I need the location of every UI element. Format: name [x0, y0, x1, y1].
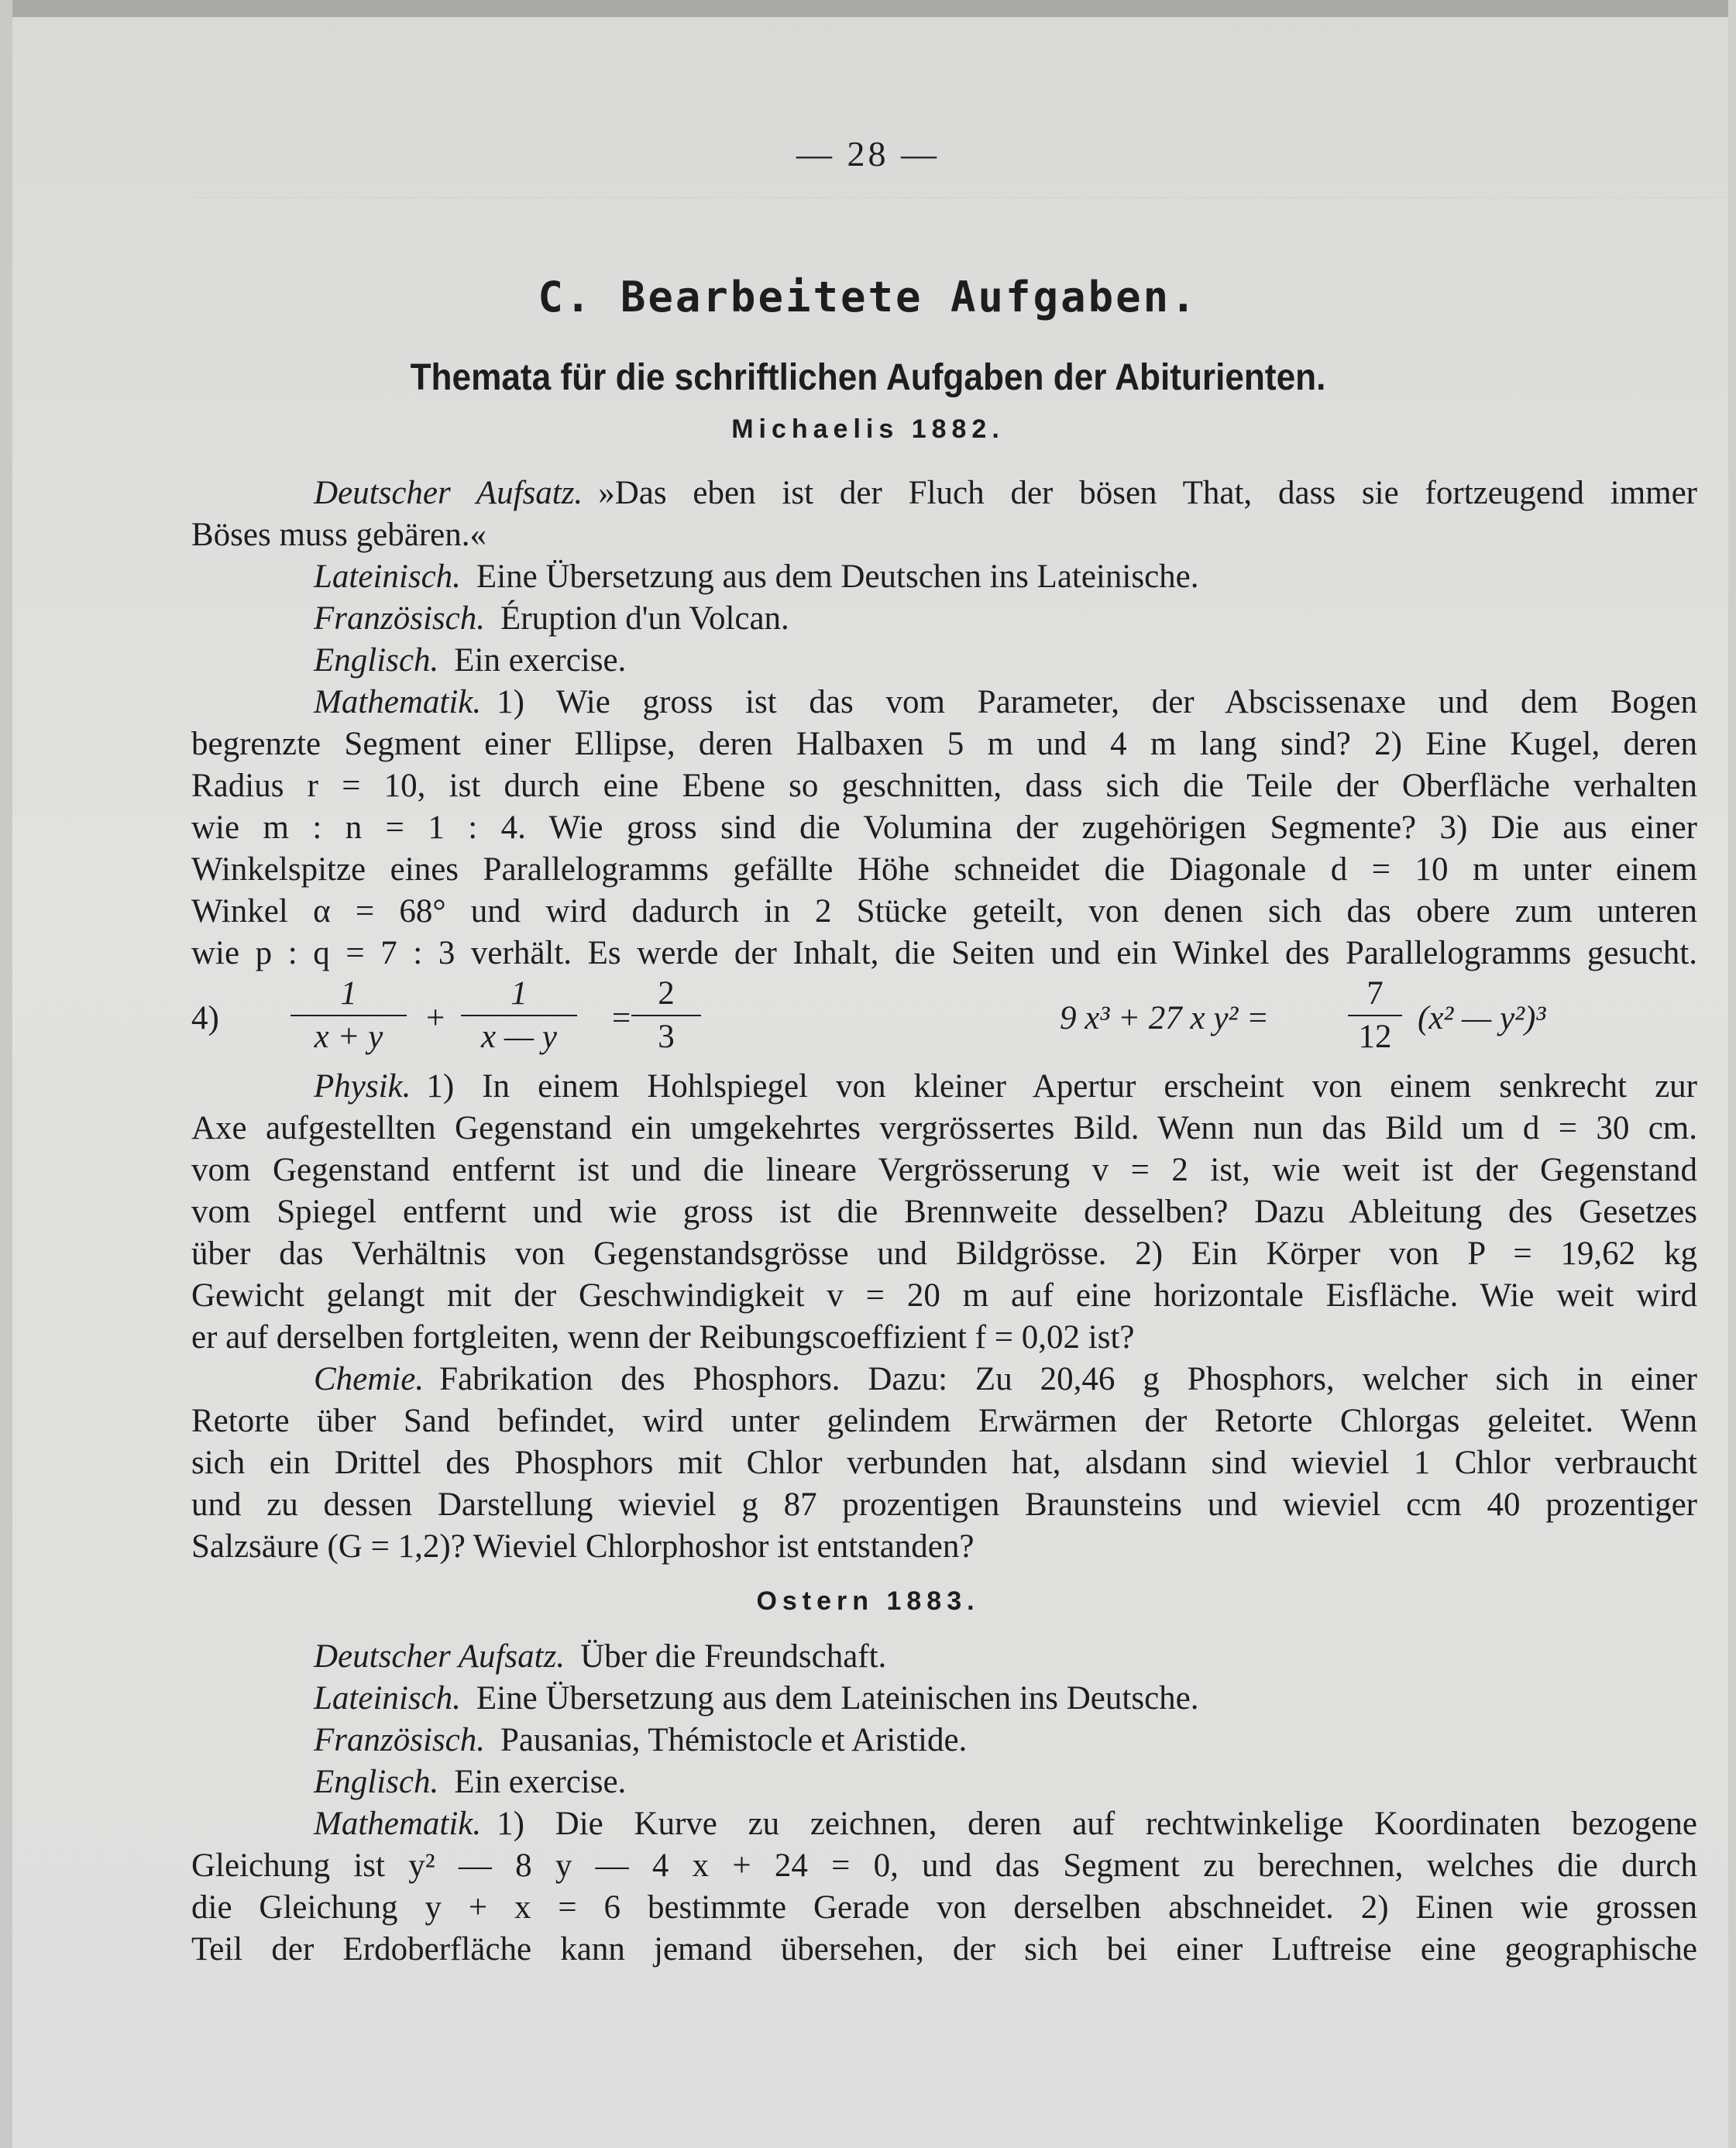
- phys-line-1: [314, 1066, 1697, 1108]
- subtitle: Themata für die schriftlichen Aufgaben der Abiturienten.: [410, 357, 1326, 398]
- chem-line-5: Salzsäure (G = 1,2)? Wieviel Chlorphoshor ist entstanden?: [191, 1528, 975, 1565]
- chem-line-1: [314, 1359, 1697, 1400]
- math-line-3: die Gleichung y + x = 6 bestimmte Gerade von derselben abschneidet. 2) Einen wie grossen: [191, 1889, 1697, 1926]
- denominator: x — y: [481, 1019, 557, 1055]
- subject-label: Chemie.: [314, 1361, 425, 1397]
- text: Ein exercise.: [454, 1764, 627, 1800]
- phys-line-3: vom Gegenstand entfernt ist und die lineare Vergrösserung v = 2 ist, wie weit ist der Gegenstand: [191, 1152, 1697, 1188]
- chem-line-4: und zu dessen Darstellung wieviel g 87 prozentigen Braunsteins und wieviel ccm 40 prozentiger: [191, 1486, 1697, 1523]
- math-line-7: wie p : q = 7 : 3 verhält. Es werde der Inhalt, die Seiten und ein Winkel des Parallelogramms gesucht.: [191, 935, 1697, 971]
- subject-label: Englisch.: [314, 642, 439, 679]
- fraction-2: [461, 974, 577, 1057]
- page-number: — 28 —: [796, 134, 940, 174]
- numerator: 2: [658, 975, 675, 1012]
- math-line-5: Winkelspitze eines Parallelogramms gefällte Höhe schneidet die Diagonale d = 10 m unter einem: [191, 851, 1697, 888]
- fraction-1: [290, 974, 407, 1057]
- math-line-1: [314, 682, 1697, 723]
- numerator: 7: [1366, 975, 1384, 1012]
- text: Éruption d'un Volcan.: [500, 600, 789, 637]
- subject-label: Deutscher Aufsatz.: [314, 1638, 565, 1675]
- subject-label: Französisch.: [314, 600, 485, 637]
- denominator: 12: [1358, 1019, 1392, 1055]
- phys-line-6: Gewicht gelangt mit der Geschwindigkeit v = 20 m auf eine horizontale Eisfläche. Wie weit wird: [191, 1277, 1697, 1314]
- text: Eine Übersetzung aus dem Deutschen ins Lateinische.: [476, 558, 1199, 595]
- fraction-3: [631, 974, 701, 1057]
- math-line-4: Teil der Erdoberfläche kann jemand übersehen, der sich bei einer Luftreise eine geographische: [191, 1931, 1697, 1968]
- phys-line-4: vom Spiegel entfernt und wie gross ist die Brennweite desselben? Dazu Ableitung des Gesetzes: [191, 1194, 1697, 1230]
- math-line-4: wie m : n = 1 : 4. Wie gross sind die Volumina der zugehörigen Segmente? 3) Die aus einer: [191, 809, 1697, 846]
- numerator: 1: [510, 975, 528, 1012]
- scan-edge-right: [1728, 0, 1736, 2148]
- deutsch-line-2: Böses muss gebären.«: [191, 517, 486, 553]
- fraction-4: [1348, 974, 1402, 1057]
- text: 1) Die Kurve zu zeichnen, deren auf rechtwinkelige Koordinaten bezogene: [497, 1806, 1697, 1842]
- latein-line: [314, 1678, 1697, 1720]
- bleed-through: [194, 198, 1727, 222]
- phys-line-5: über das Verhältnis von Gegenstandsgrösse und Bildgrösse. 2) Ein Körper von P = 19,62 kg: [191, 1236, 1697, 1272]
- deutsch-line-1: [314, 473, 1697, 514]
- franz-line: [314, 598, 1697, 640]
- subject-label: Mathematik.: [314, 684, 482, 720]
- math-line-1: [314, 1803, 1697, 1845]
- subject-label: Lateinisch.: [314, 1680, 461, 1717]
- subject-label: Mathematik.: [314, 1806, 482, 1842]
- math-line-3: Radius r = 10, ist durch eine Ebene so geschnitten, dass sich die Teile der Oberfläche verhalten: [191, 768, 1697, 804]
- term-heading-ostern: Ostern 1883.: [756, 1586, 980, 1616]
- numerator: 1: [340, 975, 357, 1012]
- subject-label: Englisch.: [314, 1764, 439, 1800]
- text: »Das eben ist der Fluch der bösen That, dass sie fortzeugend immer: [598, 475, 1697, 511]
- text: Fabrikation des Phosphors. Dazu: Zu 20,46 g Phosphors, welcher sich in einer: [439, 1361, 1697, 1397]
- equation-label: 4): [191, 1000, 219, 1036]
- denominator: x + y: [314, 1019, 383, 1055]
- math-line-6: Winkel α = 68° und wird dadurch in 2 Stücke geteilt, von denen sich das obere zum unteren: [191, 893, 1697, 930]
- math-line-2: begrenzte Segment einer Ellipse, deren Halbaxen 5 m und 4 m lang sind? 2) Eine Kugel, deren: [191, 726, 1697, 762]
- engl-line: [314, 640, 1697, 682]
- deutsch-line: [314, 1636, 1697, 1678]
- latein-line: [314, 556, 1697, 598]
- equation-2-lhs: 9 x³ + 27 x y² =: [1060, 1000, 1270, 1036]
- text: 1) In einem Hohlspiegel von kleiner Apertur erscheint von einem senkrecht zur: [426, 1068, 1697, 1105]
- phys-line-7: er auf derselben fortgleiten, wenn der Reibungscoeffizient f = 0,02 ist?: [191, 1319, 1135, 1356]
- subject-label: Deutscher Aufsatz.: [314, 475, 583, 511]
- math-line-2: Gleichung ist y² — 8 y — 4 x + 24 = 0, und das Segment zu berechnen, welches die durch: [191, 1847, 1697, 1884]
- text: Eine Übersetzung aus dem Lateinischen ins Deutsche.: [476, 1680, 1199, 1717]
- denominator: 3: [658, 1019, 675, 1055]
- subject-label: Physik.: [314, 1068, 411, 1105]
- section-title: C. Bearbeitete Aufgaben.: [538, 273, 1198, 321]
- plus-sign: +: [426, 1000, 445, 1036]
- engl-line: [314, 1761, 1697, 1803]
- term-heading-michaelis: Michaelis 1882.: [731, 414, 1005, 444]
- subject-label: Lateinisch.: [314, 558, 461, 595]
- text: 1) Wie gross ist das vom Parameter, der Abscissenaxe und dem Bogen: [497, 684, 1697, 720]
- chem-line-2: Retorte über Sand befindet, wird unter gelindem Erwärmen der Retorte Chlorgas geleitet. Wenn: [191, 1403, 1697, 1439]
- text: Ein exercise.: [454, 642, 627, 679]
- franz-line: [314, 1720, 1697, 1761]
- subject-label: Französisch.: [314, 1722, 485, 1758]
- chem-line-3: sich ein Drittel des Phosphors mit Chlor verbunden hat, alsdann sind wieviel 1 Chlor verbraucht: [191, 1445, 1697, 1481]
- text: Über die Freundschaft.: [580, 1638, 887, 1675]
- text: Pausanias, Thémistocle et Aristide.: [500, 1722, 968, 1758]
- phys-line-2: Axe aufgestellten Gegenstand ein umgekehrtes vergrössertes Bild. Wenn nun das Bild um d = 30 cm.: [191, 1110, 1697, 1146]
- scan-edge-left: [0, 0, 12, 2148]
- equation-2-rhs: (x² — y²)³: [1418, 1000, 1546, 1036]
- scan-edge-top: [0, 0, 1736, 17]
- equals-sign: =: [612, 1000, 631, 1036]
